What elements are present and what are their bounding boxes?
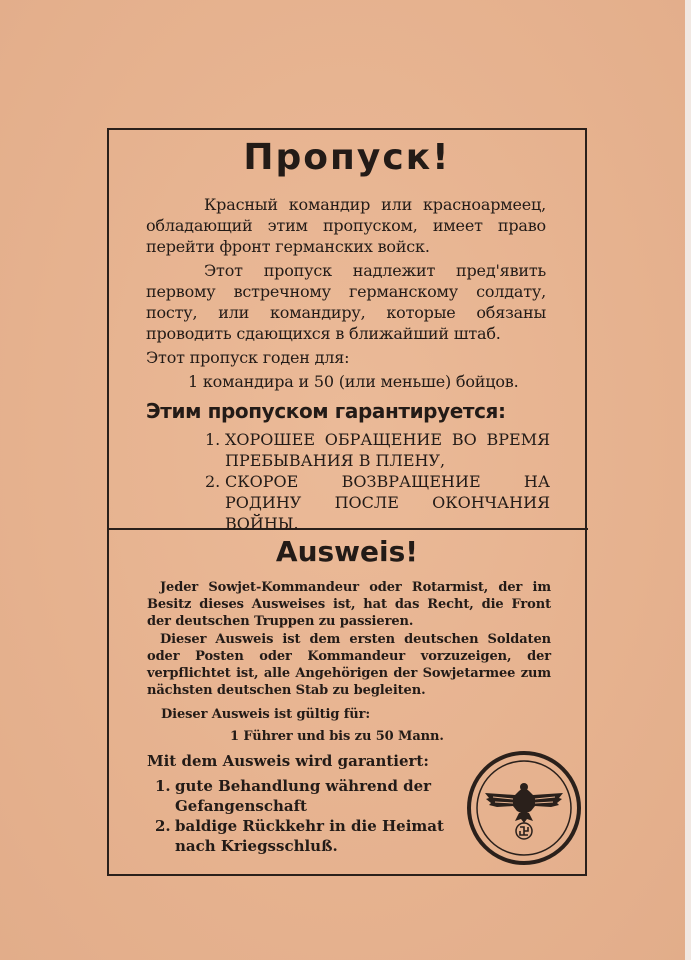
german-section bbox=[109, 531, 585, 874]
german-guarantee-number: 2. bbox=[155, 817, 171, 835]
german-paragraph-1: Jeder Sowjet-Kommandeur oder Rotarmist, der im Besitz dieses Ausweises ist, hat das Recht, die Front der deutschen Truppen zu passieren. bbox=[147, 580, 551, 629]
russian-guarantee-item bbox=[205, 429, 550, 471]
russian-valid-for-value: 1 командира и 50 (или меньше) бойцов. bbox=[188, 372, 519, 391]
german-valid-for-value: 1 Führer und bis zu 50 Mann. bbox=[230, 729, 444, 744]
german-guarantee-number: 1. bbox=[155, 777, 171, 795]
russian-paragraph-2: Этот пропуск надлежит пред'явить первому встречному германскому солдату, посту, или командиру, которые обязаны проводить сдающихся в ближайший штаб. bbox=[146, 261, 546, 343]
russian-guarantee-number: 1. bbox=[205, 430, 221, 449]
russian-guarantee-text: СКОРОЕ ВОЗВРАЩЕНИЕ НА РОДИНУ ПОСЛЕ ОКОНЧАНИЯ ВОЙНЫ. bbox=[225, 472, 550, 533]
russian-guarantee-heading: Этим пропуском гарантируется: bbox=[146, 399, 506, 423]
german-title: Ausweis! bbox=[275, 535, 419, 568]
german-guarantee-item bbox=[155, 816, 465, 856]
russian-guarantee-number: 2. bbox=[205, 472, 221, 491]
russian-valid-for-label: Этот пропуск годен для: bbox=[146, 348, 350, 367]
german-valid-for-label: Dieser Ausweis ist gültig für: bbox=[161, 707, 371, 722]
german-guarantee-item bbox=[155, 776, 465, 816]
sheet-edge bbox=[685, 0, 691, 960]
german-guarantee-heading: Mit dem Ausweis wird garantiert: bbox=[147, 752, 429, 770]
german-paragraph-2: Dieser Ausweis ist dem ersten deutschen Soldaten oder Posten oder Kommandeur vorzuzeigen, der verpflichtet ist, alle Angehörigen der Sowjetarmee zum nächsten deutschen Stab zu begleiten. bbox=[147, 632, 551, 698]
russian-guarantee-text: ХОРОШЕЕ ОБРАЩЕНИЕ ВО ВРЕМЯ ПРЕБЫВАНИЯ В ПЛЕНУ, bbox=[225, 430, 550, 470]
eagle-seal-icon bbox=[465, 749, 583, 867]
german-guarantee-text: baldige Rückkehr in die Heimat nach Kriegsschluß. bbox=[175, 817, 444, 855]
russian-paragraph-1: Красный командир или красноармеец, обладающий этим пропуском, имеет право перейти фронт германских войск. bbox=[146, 195, 546, 256]
german-guarantee-text: gute Behandlung während der Gefangenschaft bbox=[175, 777, 432, 815]
russian-guarantee-item bbox=[205, 471, 550, 534]
russian-title: Пропуск! bbox=[243, 137, 451, 178]
russian-guarantee-list bbox=[205, 429, 550, 534]
german-guarantee-list bbox=[155, 776, 465, 856]
russian-section bbox=[109, 131, 585, 533]
